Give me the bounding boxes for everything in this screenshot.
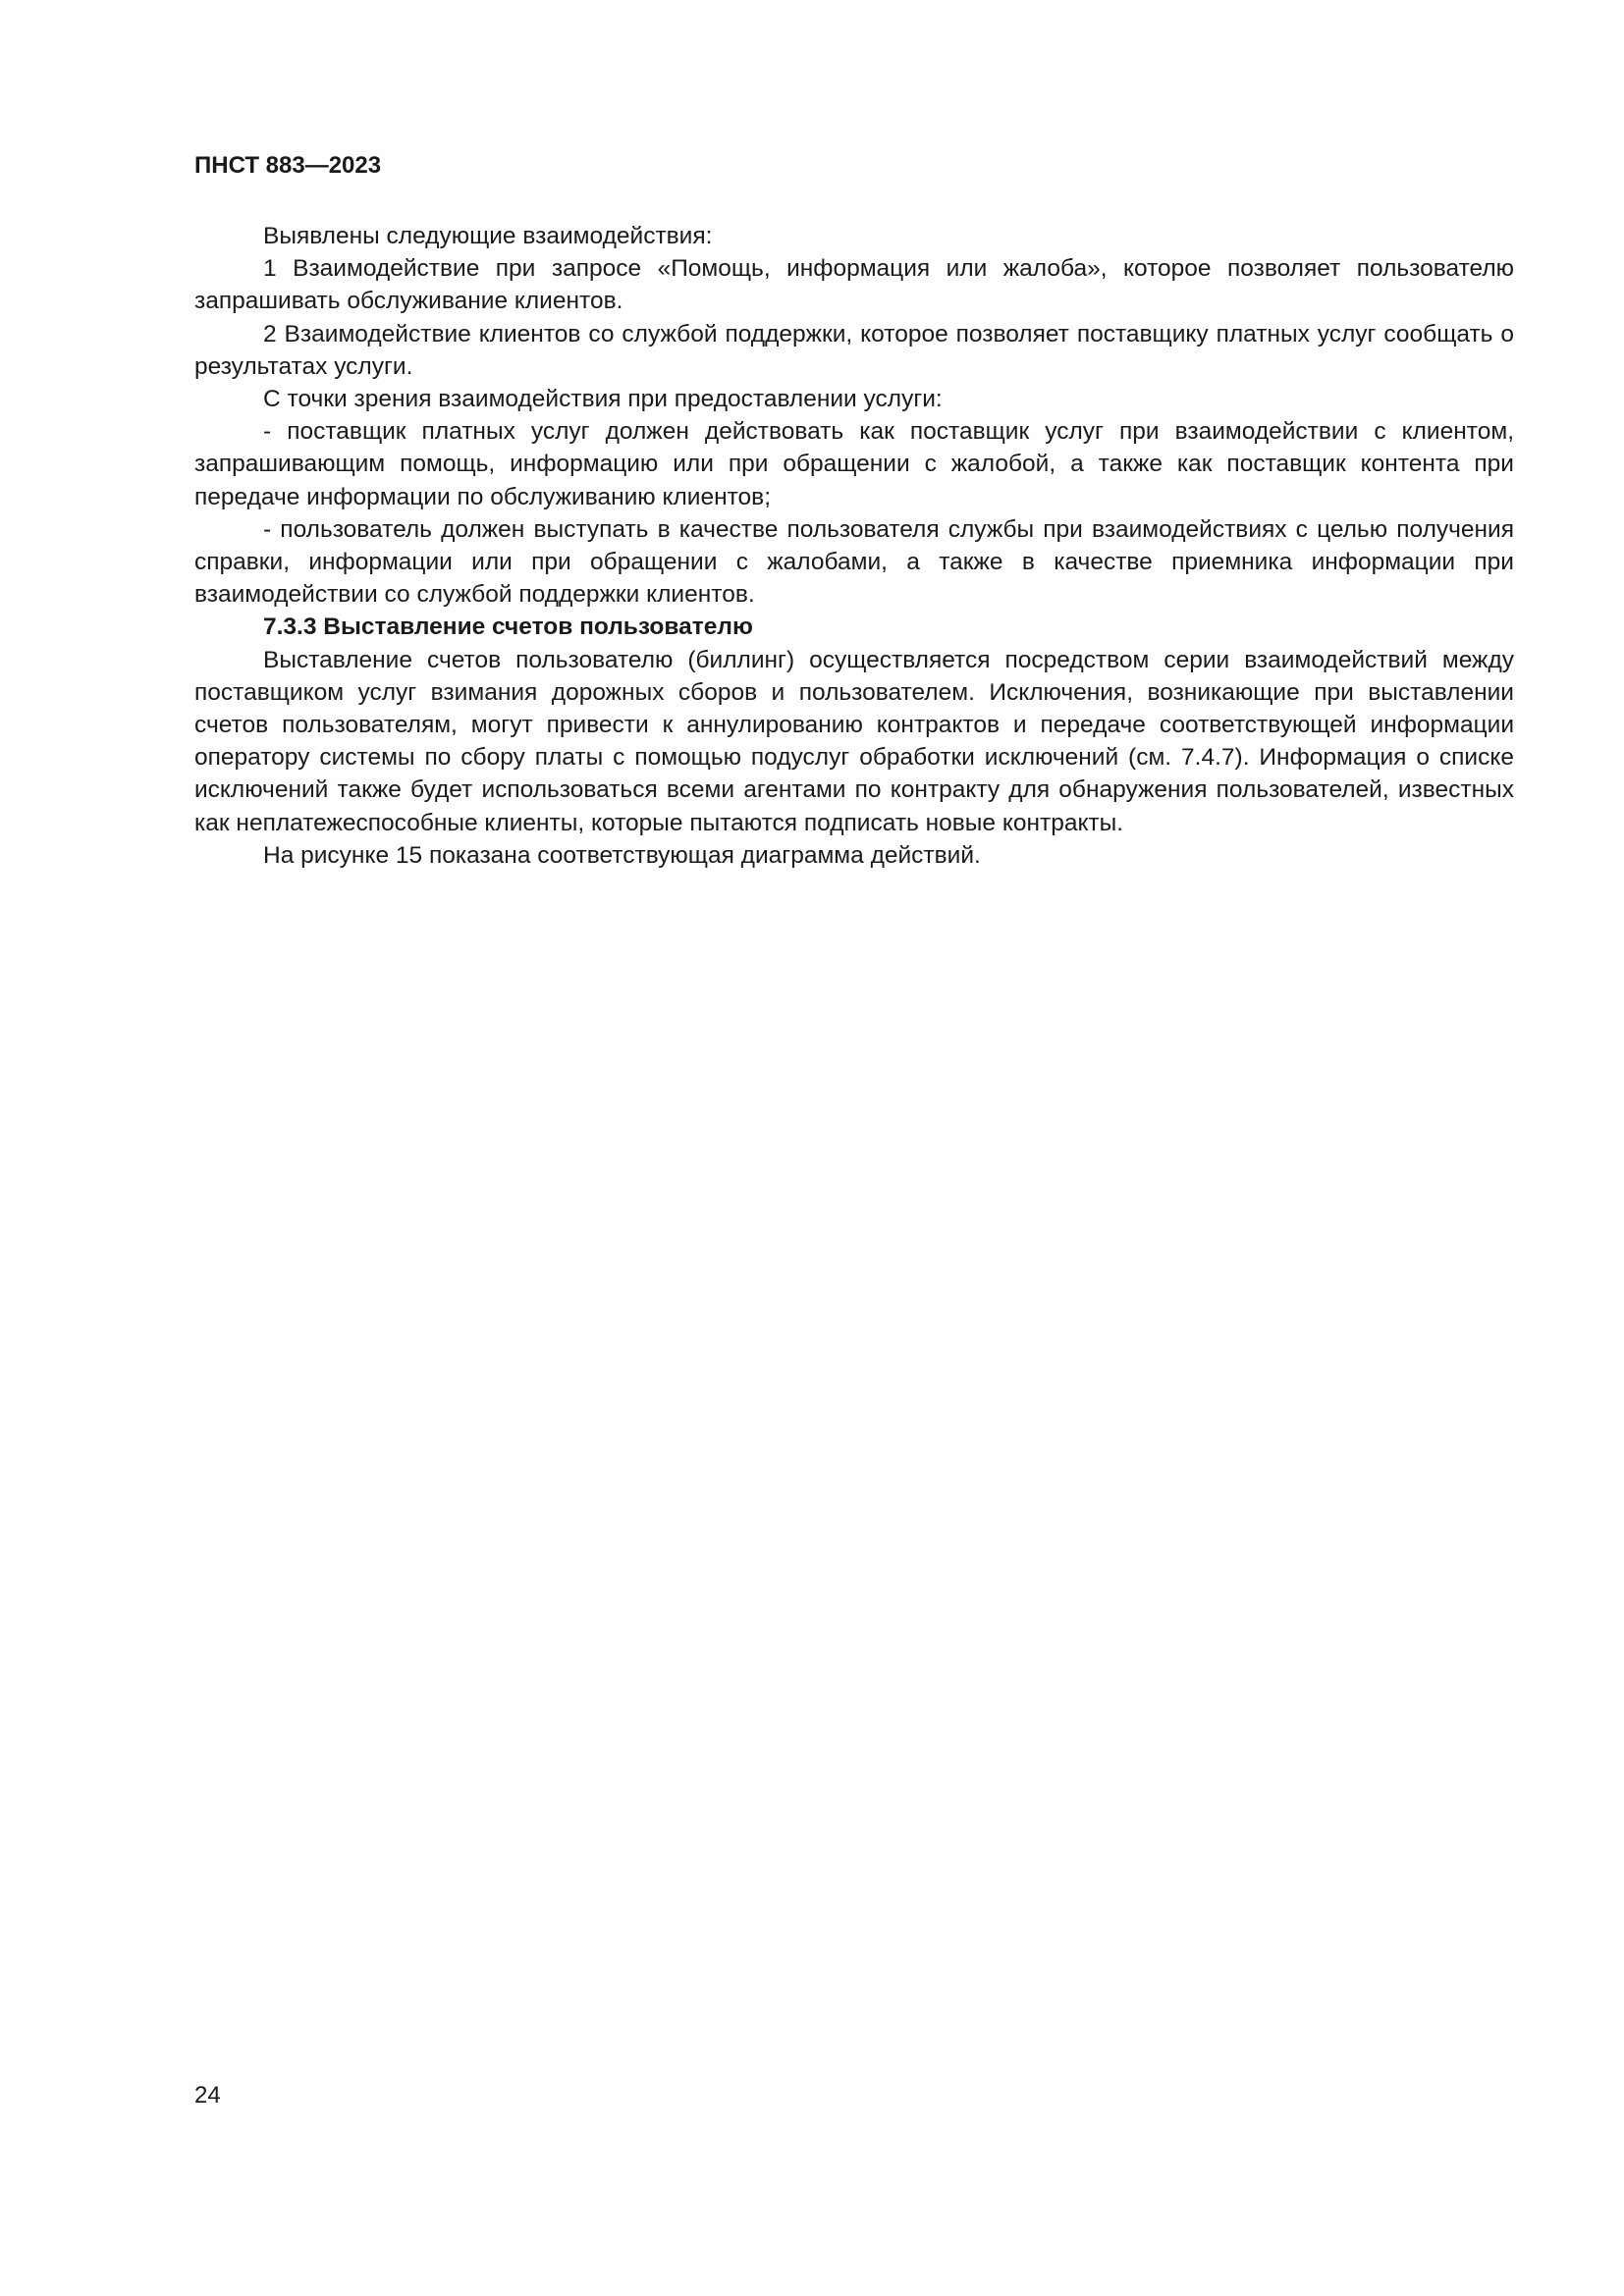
paragraph-bullet-provider: - поставщик платных услуг должен действовать как поставщик услуг при взаимодействии с клиентом, запрашивающим помощь, информацию или при обращении с жалобой, а также как поставщик контента при передаче информации по обслуживанию клиентов; [194,418,1514,510]
paragraph-interactions-intro: Выявлены следующие взаимодействия: [263,223,713,249]
paragraph-figure-reference: На рисунке 15 показана соответствующая диаграмма действий. [263,841,981,869]
paragraph-interaction-2: 2 Взаимодействие клиентов со службой поддержки, которое позволяет поставщику платных услуг сообщать о результатах услуги. [194,320,1514,380]
document-code-header: ПНСТ 883—2023 [194,152,382,179]
paragraph-interaction-1: 1 Взаимодействие при запросе «Помощь, информация или жалоба», которое позволяет пользователю запрашивать обслуживание клиентов. [194,255,1514,315]
body-text [194,220,1514,872]
paragraph-bullet-user: - пользователь должен выступать в качестве пользователя службы при взаимодействиях с целью получения справки, информации или при обращении с жалобами, а также в качестве приемника информации при взаимодействии со службой поддержки клиентов. [194,515,1514,609]
paragraph-billing: Выставление счетов пользователю (биллинг) осуществляется посредством серии взаимодействий между поставщиком услуг взимания дорожных сборов и пользователем. Исключения, возникающие при выставлении счетов пользователям, могут привести к аннулированию контрактов и передаче соответствующей информации оператору системы по сбору платы с помощью подуслуг обработки исключений (см. 7.4.7). Информация о списке исключений также будет использоваться всеми агентами по контракту для обнаружения пользователей, известных как неплатежеспособные клиенты, которые пытаются подписать новые контракты. [194,646,1514,836]
page-number: 24 [194,2082,221,2109]
section-heading-7-3-3: 7.3.3 Выставление счетов пользователю [263,614,753,641]
paragraph-service-viewpoint: С точки зрения взаимодействия при предоставлении услуги: [263,386,943,413]
